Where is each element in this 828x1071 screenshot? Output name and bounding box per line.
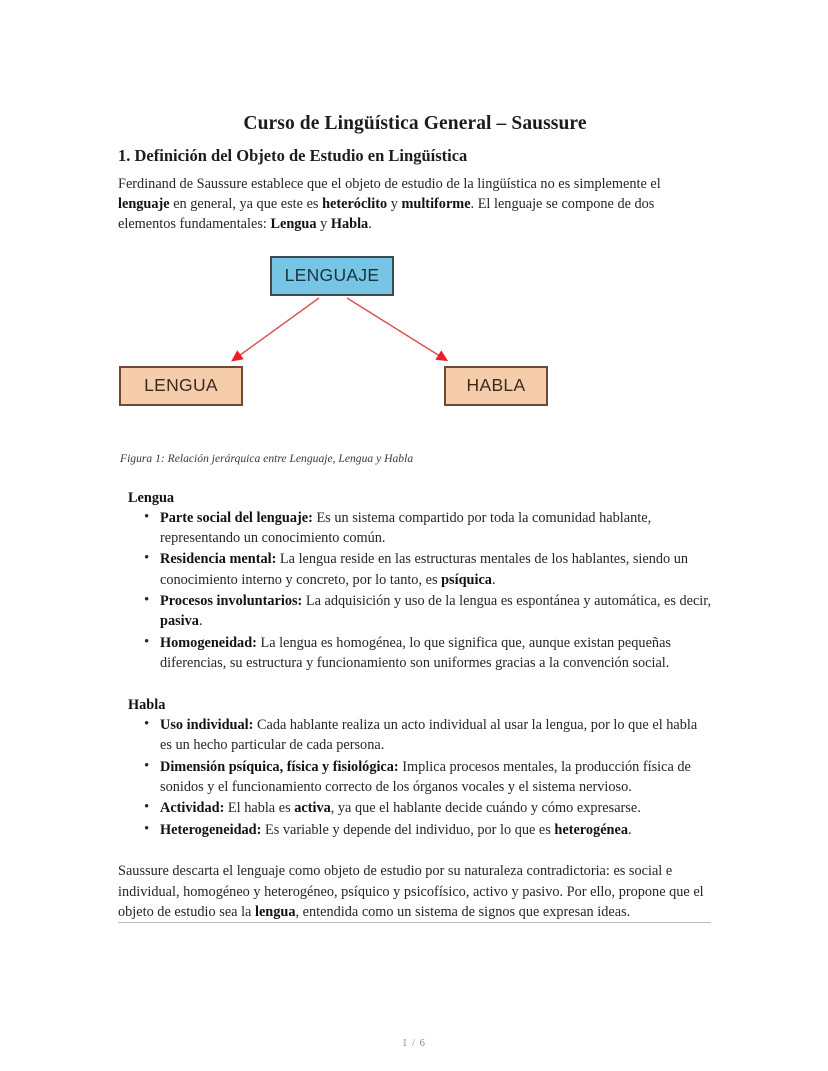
intro-text-3: y bbox=[387, 196, 402, 213]
diagram-node-lengua bbox=[119, 366, 243, 406]
document-content bbox=[118, 112, 712, 923]
figure-caption: Figura 1: Relación jerárquica entre Lenguaje, Lengua y Habla bbox=[120, 451, 414, 465]
figure-hierarchy-diagram bbox=[118, 251, 712, 447]
list-item-text: Es un sistema compartido por toda la comunidad hablante, representando un conocimiento común. bbox=[160, 509, 652, 547]
list-item-term: Parte social del lenguaje: bbox=[160, 509, 313, 526]
list-item-term: Residencia mental: bbox=[160, 551, 277, 568]
intro-text-1: Ferdinand de Saussure establece que el objeto de estudio de la lingüística no es simplemente el bbox=[118, 175, 661, 192]
list-item bbox=[160, 591, 712, 632]
closing-paragraph bbox=[118, 861, 712, 923]
list-item-text: Es variable y depende del individuo, por lo que es bbox=[261, 821, 555, 838]
subheading-habla: Habla bbox=[128, 697, 166, 714]
list-item-term: Dimensión psíquica, física y fisiológica: bbox=[160, 758, 399, 775]
list-item-term: Procesos involuntarios: bbox=[160, 592, 303, 609]
list-item bbox=[160, 633, 712, 674]
list-item-emph: pasiva bbox=[160, 613, 199, 630]
intro-bold-heteroclito: heteróclito bbox=[322, 196, 388, 213]
list-item-term: Homogeneidad: bbox=[160, 634, 257, 651]
list-item bbox=[160, 820, 712, 840]
list-item-term: Heterogeneidad: bbox=[160, 821, 262, 838]
diagram-node-lengua-label: LENGUA bbox=[144, 374, 218, 395]
list-habla bbox=[118, 715, 712, 840]
list-item-text: La lengua reside en las estructuras mentales de los hablantes, siendo un conocimiento interno y concreto, por lo tanto, es bbox=[160, 551, 689, 588]
list-item-text: La lengua es homogénea, lo que significa que, aunque existan pequeñas diferencias, su estructura y funcionamiento son uniformes gracias a la convención social. bbox=[160, 634, 671, 671]
intro-text-2: en general, ya que este es bbox=[169, 196, 323, 213]
intro-paragraph bbox=[118, 174, 712, 235]
list-item-emph: psíquica bbox=[441, 571, 492, 588]
intro-bold-lenguaje: lenguaje bbox=[118, 196, 170, 213]
list-item-text: Cada hablante realiza un acto individual al usar la lengua, por lo que el habla es un hecho particular de cada persona. bbox=[160, 717, 698, 754]
intro-text-6: . bbox=[368, 216, 372, 233]
edge-lenguaje-to-habla bbox=[347, 298, 443, 358]
page-title: Curso de Lingüística General – Saussure bbox=[243, 113, 587, 134]
diagram-node-habla bbox=[444, 366, 548, 406]
subheading-lengua: Lengua bbox=[128, 489, 175, 506]
page-number: 1 / 6 bbox=[402, 1038, 426, 1049]
list-item bbox=[160, 508, 712, 549]
list-item bbox=[160, 715, 712, 756]
diagram-node-habla-label: HABLA bbox=[466, 374, 526, 395]
list-item bbox=[160, 798, 712, 818]
list-item-text: Implica procesos mentales, la producción física de sonidos y el funcionamiento correcto de los órganos vocales y el sistema nervioso. bbox=[160, 758, 691, 796]
closing-text-1: Saussure descarta el lenguaje como objeto de estudio por su naturaleza contradictoria: es social e individual, homogéneo y heterogéneo, psíquico y psicofísico, activo y pasivo. Por ello, propone que el objeto de estudio sea la bbox=[118, 862, 704, 921]
intro-bold-multiforme: multiforme bbox=[401, 196, 471, 213]
intro-text-5: y bbox=[316, 216, 331, 233]
list-item-tail: . bbox=[628, 821, 632, 838]
section-heading: 1. Definición del Objeto de Estudio en Lingüística bbox=[118, 146, 468, 166]
closing-bold-lengua: lengua bbox=[254, 904, 296, 921]
closing-text-2: , entendida como un sistema de signos que expresan ideas. bbox=[295, 904, 631, 921]
list-item bbox=[160, 549, 712, 590]
footer-divider bbox=[118, 922, 711, 923]
edge-lenguaje-to-lengua bbox=[236, 298, 319, 358]
list-item-tail: . bbox=[491, 571, 496, 588]
list-item-tail: . bbox=[198, 613, 203, 630]
intro-bold-habla: Habla bbox=[330, 216, 369, 233]
diagram-node-lenguaje-label: LENGUAJE bbox=[284, 264, 380, 285]
list-item-text: La adquisición y uso de la lengua es espontánea y automática, es decir, bbox=[302, 592, 712, 609]
diagram-node-lenguaje bbox=[270, 256, 394, 296]
intro-text-4: . El lenguaje se compone de dos elementos fundamentales: bbox=[118, 196, 655, 233]
list-item-emph: activa bbox=[294, 800, 331, 817]
list-lengua bbox=[118, 508, 712, 673]
list-item bbox=[160, 757, 712, 798]
list-item-term: Actividad: bbox=[160, 800, 225, 817]
list-item-text: El habla es bbox=[224, 800, 295, 817]
list-item-emph: heterogénea bbox=[554, 821, 628, 838]
list-item-term: Uso individual: bbox=[160, 717, 254, 734]
intro-bold-lengua: Lengua bbox=[270, 216, 317, 233]
list-item-tail: , ya que el hablante decide cuándo y cómo expresarse. bbox=[330, 800, 641, 817]
